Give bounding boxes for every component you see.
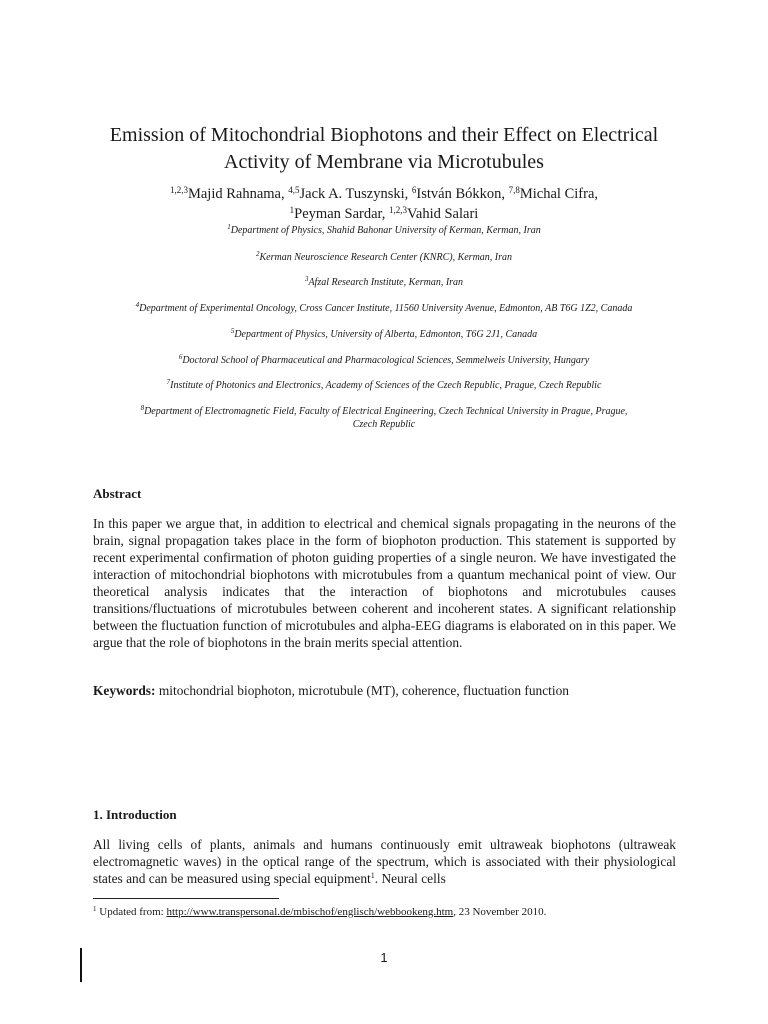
author-name: Majid Rahnama, xyxy=(187,186,289,202)
affiliation-7 xyxy=(0,379,768,392)
footnote-suffix: , 23 November 2010. xyxy=(453,906,547,918)
affiliation-text: Department of Experimental Oncology, Cross Cancer Institute, 11560 University Avenue, Edmonton, AB T6G 1Z2, Canada xyxy=(139,303,633,314)
introduction-paragraph xyxy=(93,836,676,887)
affiliation-sup: 6 xyxy=(178,353,183,361)
affiliation-text-continued: Czech Republic xyxy=(352,419,416,430)
affiliation-text: Department of Physics, Shahid Bahonar University of Kerman, Kerman, Iran xyxy=(230,225,541,236)
author-sup: 1,2,3 xyxy=(169,185,188,195)
abstract-paragraph: In this paper we argue that, in addition to electrical and chemical signals propagating in the neurons of the brain, signal propagation takes place in the form of biophoton production. This statement is supported by recent experimental confirmation of photon guiding properties of a single neuron. We have investigated the interaction of mitochondrial biophotons with microtubules from a quantum mechanical point of view. Our theoretical analysis indicates that the interaction of biophotons and microtubules causes transitions/fluctuations of microtubules between coherent and incoherent states. A significant relationship between the fluctuation function of microtubules and alpha-EEG diagrams is elaborated on in this paper. We argue that the role of biophotons in the brain merits special attention. xyxy=(93,516,676,650)
intro-text-continued: . Neural cells xyxy=(374,871,446,886)
paper-title xyxy=(60,122,708,176)
affiliation-1 xyxy=(0,224,768,237)
affiliation-3 xyxy=(0,276,768,289)
keywords-label: Keywords: xyxy=(93,683,156,698)
footnote-rule xyxy=(93,898,279,899)
author-sup: 6 xyxy=(411,185,417,195)
affiliation-text: Department of Physics, University of Alberta, Edmonton, T6G 2J1, Canada xyxy=(234,329,538,340)
affiliation-text: Kerman Neuroscience Research Center (KNRC), Kerman, Iran xyxy=(259,252,513,263)
affiliation-sup: 3 xyxy=(304,275,309,283)
affiliation-sup: 7 xyxy=(166,378,171,386)
affiliation-sup: 4 xyxy=(135,301,140,309)
introduction-heading: 1. Introduction xyxy=(93,807,177,822)
author-sup: 1,2,3 xyxy=(389,205,408,215)
author-name: Vahid Salari xyxy=(407,206,479,222)
affiliation-sup: 8 xyxy=(140,404,145,412)
footnote xyxy=(93,905,546,919)
intro-text: All living cells of plants, animals and humans continuously emit ultraweak biophotons (ultraweak electromagnetic waves) in the optical range of the spectrum, which is associated with their physiological states and can be measured using special equipment xyxy=(93,837,676,886)
affiliation-8 xyxy=(0,405,768,431)
page-number: 1 xyxy=(380,950,388,965)
affiliation-sup: 2 xyxy=(255,250,260,258)
affiliation-text: Institute of Photonics and Electronics, Academy of Sciences of the Czech Republic, Prague, Czech Republic xyxy=(170,380,602,391)
footnote-ref[interactable]: 1 xyxy=(370,871,375,880)
author-line-1 xyxy=(60,184,708,204)
abstract-heading: Abstract xyxy=(93,486,142,501)
footnote-prefix: Updated from: xyxy=(96,906,167,918)
author-name: Peyman Sardar, xyxy=(294,206,390,222)
author-sup: 1 xyxy=(289,205,295,215)
title-line-1: Emission of Mitochondrial Biophotons and their Effect on Electrical xyxy=(109,124,659,146)
margin-bar xyxy=(80,948,82,982)
footnote-number: 1 xyxy=(93,905,97,913)
author-line-2 xyxy=(60,204,708,224)
affiliation-5 xyxy=(0,328,768,341)
author-sup: 7,8 xyxy=(508,185,520,195)
author-name: Michal Cifra, xyxy=(519,186,599,202)
keywords-text: mitochondrial biophoton, microtubule (MT), coherence, fluctuation function xyxy=(155,683,569,698)
author-name: István Bókkon, xyxy=(416,186,509,202)
keywords-line xyxy=(93,682,676,699)
author-sup: 4,5 xyxy=(288,185,300,195)
affiliation-2 xyxy=(0,251,768,264)
affiliation-sup: 5 xyxy=(230,327,235,335)
affiliation-text: Afzal Research Institute, Kerman, Iran xyxy=(308,277,464,288)
author-name: Jack A. Tuszynski, xyxy=(299,186,412,202)
footnote-link[interactable]: http://www.transpersonal.de/mbischof/englisch/webbookeng.htm xyxy=(166,906,454,918)
affiliation-6 xyxy=(0,354,768,367)
affiliation-text: Department of Electromagnetic Field, Faculty of Electrical Engineering, Czech Technical University in Prague, Prague, xyxy=(144,406,628,417)
affiliation-sup: 1 xyxy=(227,223,231,231)
affiliation-text: Doctoral School of Pharmaceutical and Pharmacological Sciences, Semmelweis University, Hungary xyxy=(182,355,590,366)
affiliation-4 xyxy=(0,302,768,315)
author-list xyxy=(60,184,708,224)
title-line-2: Activity of Membrane via Microtubules xyxy=(224,151,544,173)
